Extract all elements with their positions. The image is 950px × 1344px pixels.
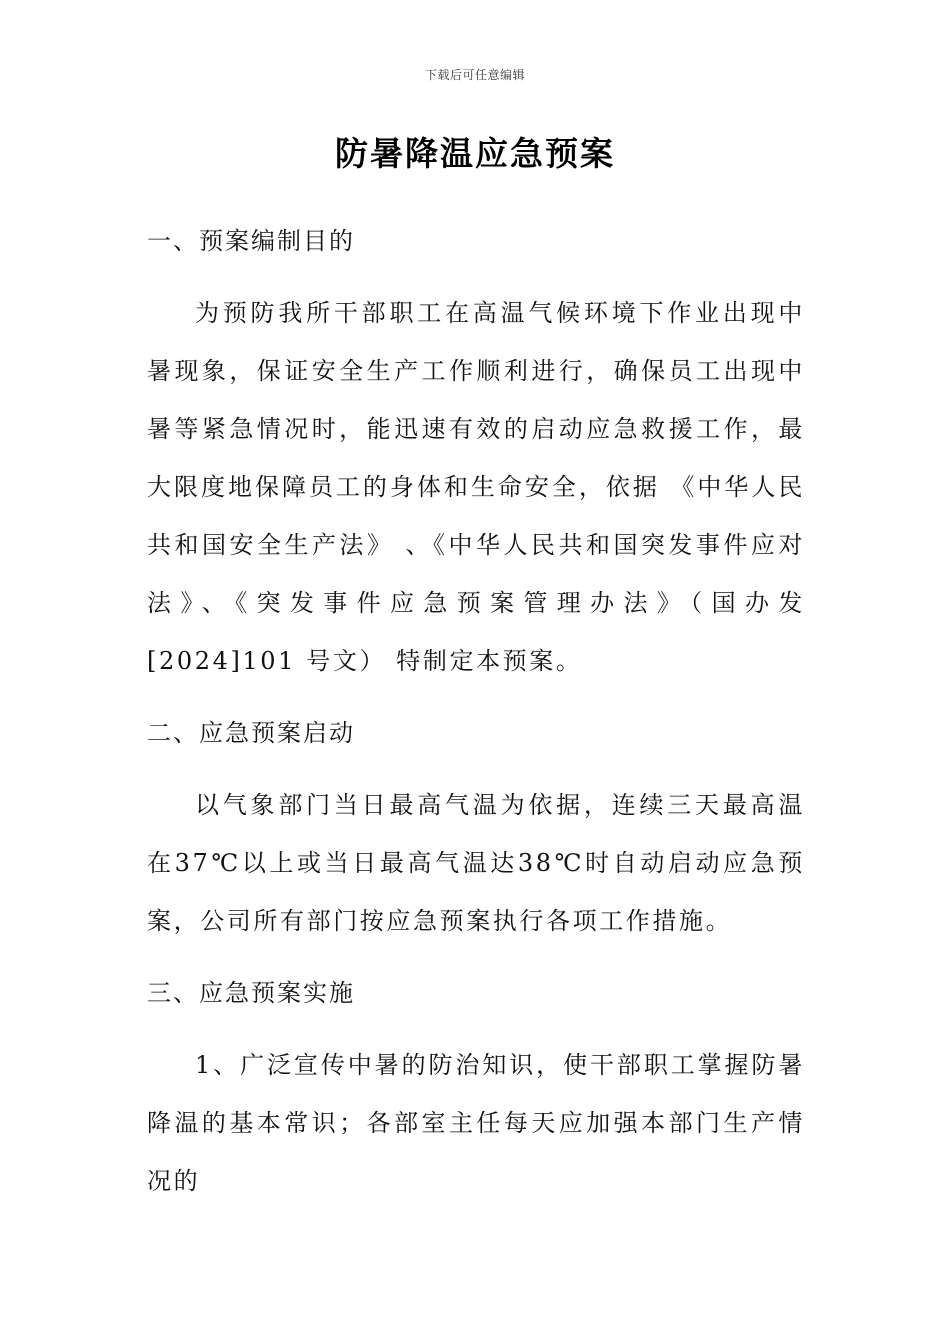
document-title: 防暑降温应急预案 (335, 134, 615, 173)
section-heading-2: 二、应急预案启动 (147, 719, 355, 747)
document-body (147, 212, 805, 1210)
section-heading-3: 三、应急预案实施 (147, 979, 355, 1007)
section-paragraph-1: 为预防我所干部职工在高温气候环境下作业出现中暑现象，保证安全生产工作顺利进行，确保员工出现中暑等紧急情况时，能迅速有效的启动应急救援工作，最大限度地保障员工的身体和生命安全，依据 《中华人民共和国安全生产法》 、《中华人民共和国突发事件应对法》、《突发事件应急预案管理办法》（国办发[2024]101 号文） 特制定本预案。 (147, 299, 805, 675)
section-paragraph-2: 以气象部门当日最高气温为依据，连续三天最高温在37℃以上或当日最高气温达38℃时自动启动应急预案，公司所有部门按应急预案执行各项工作措施。 (147, 791, 805, 935)
section-paragraph-3: 1、广泛宣传中暑的防治知识，使干部职工掌握防暑降温的基本常识；各部室主任每天应加强本部门生产情况的 (147, 1051, 805, 1195)
section-heading-1: 一、预案编制目的 (147, 227, 355, 255)
header-note: 下载后可任意编辑 (424, 68, 525, 82)
